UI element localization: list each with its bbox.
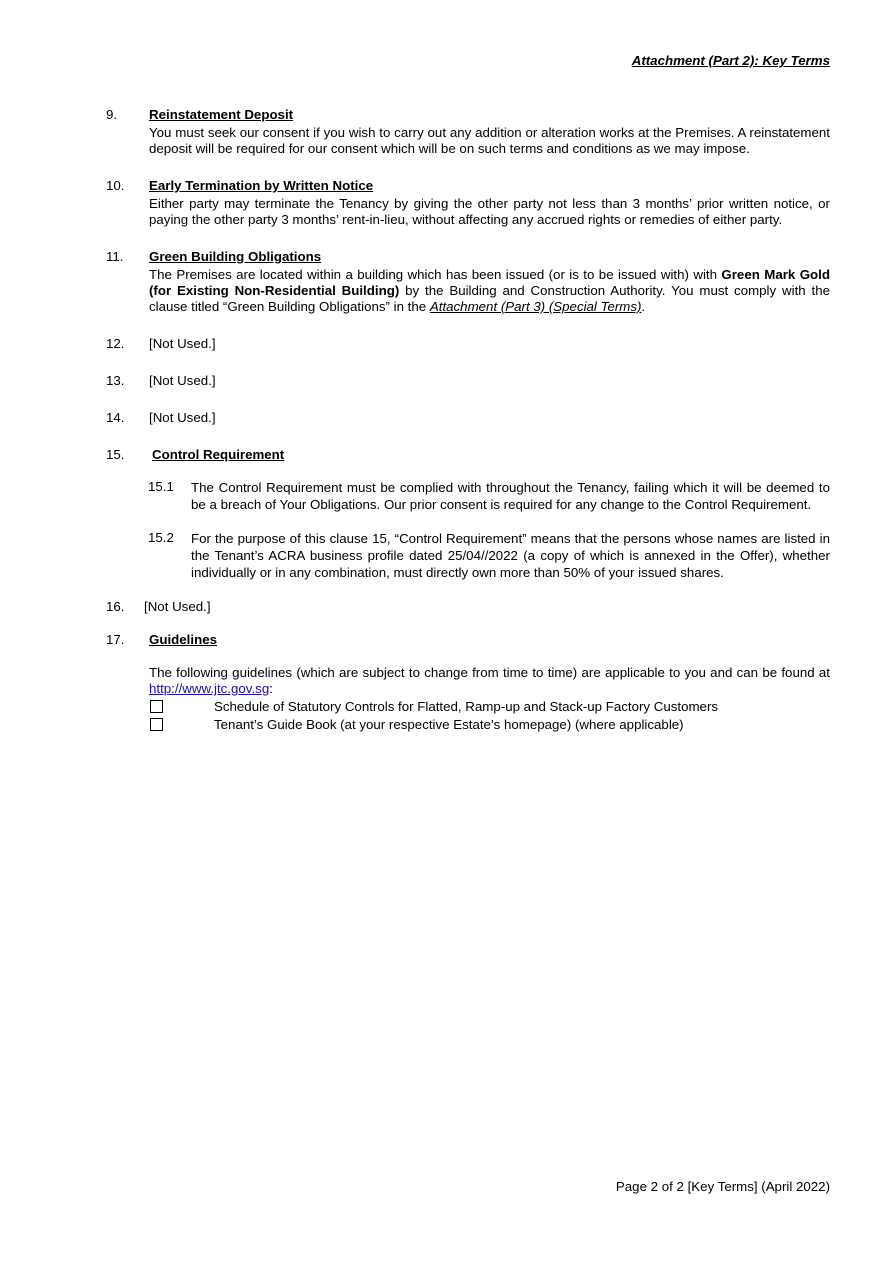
subclause-number: 15.2 [148,530,174,545]
clause-body: You must seek our consent if you wish to carry out any addition or alteration works at the Premises. A reinstatement deposit will be required for our consent which will be on such terms and conditions as we may impose. [149,125,830,156]
clause-text: [Not Used.] [149,373,216,388]
clause-number: 14. [106,410,125,425]
page-footer: Page 2 of 2 [Key Terms] (April 2022) [615,1179,830,1194]
guidelines-intro: The following guidelines (which are subject to change from time to time) are applicable to you and can be found at [149,665,830,680]
clause-text: [Not Used.] [149,336,216,351]
page-header-title: Attachment (Part 2): Key Terms [631,53,830,68]
special-terms-reference[interactable]: Attachment (Part 3) (Special Terms) [429,299,642,314]
clause-heading: Guidelines [149,632,217,647]
clause-heading: Reinstatement Deposit [149,107,294,122]
clause-number: 10. [106,178,125,193]
clause-text: [Not Used.] [144,599,211,614]
clause-body [149,267,830,315]
link-suffix: : [269,681,273,696]
guideline-label: Tenant’s Guide Book (at your respective Estate’s homepage) (where applicable) [214,717,684,732]
clause-number: 15. [106,447,125,462]
clause-text: [Not Used.] [149,410,216,425]
green-mark-rating: Green Mark Gold (for Existing Non-Residential Building) [149,267,830,298]
clause-body [149,665,830,697]
subclause-text: The Control Requirement must be complied with throughout the Tenancy, failing which it will be deemed to be a breach of Your Obligations. Our prior consent is required for any change to the Control Requirement. [191,480,830,512]
guideline-label: Schedule of Statutory Controls for Flatted, Ramp-up and Stack-up Factory Customers [214,699,719,714]
clause-number: 13. [106,373,125,388]
clause-body: Either party may terminate the Tenancy by giving the other party not less than 3 months’ prior written notice, or paying the other party 3 months’ rent-in-lieu, without affecting any accrued rights or remedies of either party. [149,196,830,227]
clause-number: 12. [106,336,125,351]
clause-number: 9. [106,107,118,122]
clause-heading: Early Termination by Written Notice [149,178,374,193]
clause-heading: Green Building Obligations [149,249,322,264]
clause-heading: Control Requirement [152,447,285,462]
clause-body-text: The Premises are located within a building which has been issued (or is to be issued with) with [149,267,722,282]
checkbox-empty-icon[interactable] [150,718,163,731]
subclause-text: For the purpose of this clause 15, “Control Requirement” means that the persons whose names are listed in the Tenant’s ACRA business profile dated 25/04//2022 (a copy of which is annexed in the Offer), whether individually or in any combination, must directly own more than 50% of your issued shares. [191,531,830,580]
clause-number: 16. [106,599,125,614]
clause-number: 11. [106,249,124,264]
clause-number: 17. [106,632,125,647]
subclause-number: 15.1 [148,479,174,494]
checkbox-empty-icon[interactable] [150,700,163,713]
clause-body-text: . [641,299,646,314]
jtc-website-link[interactable]: http://www.jtc.gov.sg [149,681,270,696]
clause-body-text: by the Building and Construction Authority. You must comply with the clause titled “Green Building Obligations” in the [149,283,830,314]
